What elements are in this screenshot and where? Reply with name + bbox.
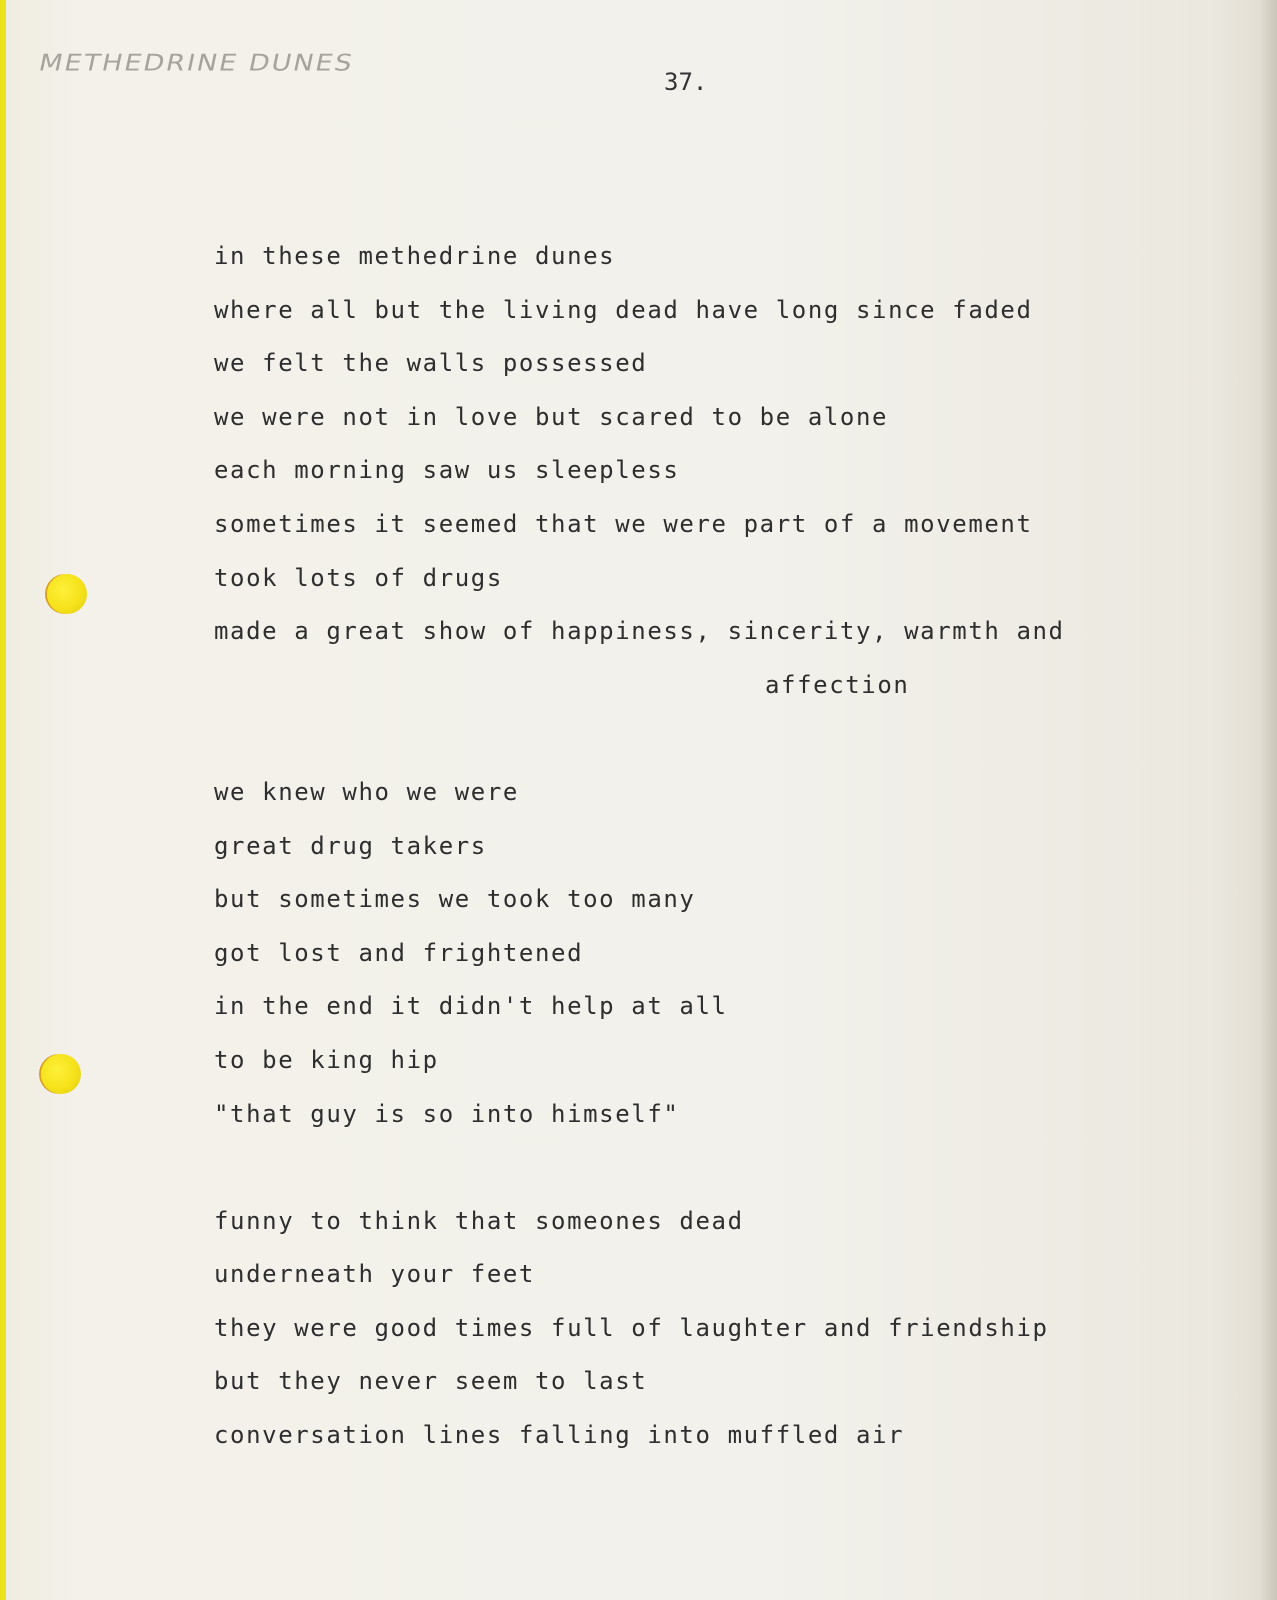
punch-hole-upper (47, 574, 87, 614)
punch-hole-lower (41, 1054, 81, 1094)
poem-line: sometimes it seemed that we were part of a movement (214, 509, 1033, 538)
poem-line: in these methedrine dunes (214, 242, 616, 270)
poem-line: "that guy is so into himself" (214, 1099, 680, 1128)
handwritten-title: METHEDRINE DUNES (36, 50, 357, 77)
poem-line: funny to think that someones dead (214, 1206, 744, 1235)
stanza-break (214, 712, 1065, 766)
poem-line: they were good times full of laughter and friendship (214, 1313, 1049, 1342)
poem-line: great drug takers (214, 831, 487, 860)
stanza-break (214, 1141, 1065, 1195)
poem-line: conversation lines falling into muffled air (214, 1421, 905, 1450)
poem-line-continuation: affection (765, 670, 910, 699)
poem-line: we felt the walls possessed (214, 349, 648, 378)
page-shadow (1259, 0, 1277, 1600)
poem-line: we knew who we were (214, 777, 519, 806)
poem-line: took lots of drugs (214, 563, 503, 592)
page-number: 37. (664, 68, 708, 96)
poem-line: to be king hip (214, 1045, 439, 1074)
poem-line: but they never seem to last (214, 1367, 648, 1396)
poem-line: we were not in love but scared to be alone (214, 402, 889, 431)
poem-line: each morning saw us sleepless (214, 456, 680, 485)
poem-line: in the end it didn't help at all (214, 992, 728, 1021)
poem-line: where all but the living dead have long since faded (214, 295, 1033, 324)
binder-edge (0, 0, 6, 1600)
poem-line: underneath your feet (214, 1260, 535, 1289)
poem-body (214, 230, 1065, 1463)
poem-line: but sometimes we took too many (214, 885, 696, 914)
poem-line: made a great show of happiness, sincerity, warmth and (214, 617, 1065, 646)
poem-line: got lost and frightened (214, 938, 584, 967)
